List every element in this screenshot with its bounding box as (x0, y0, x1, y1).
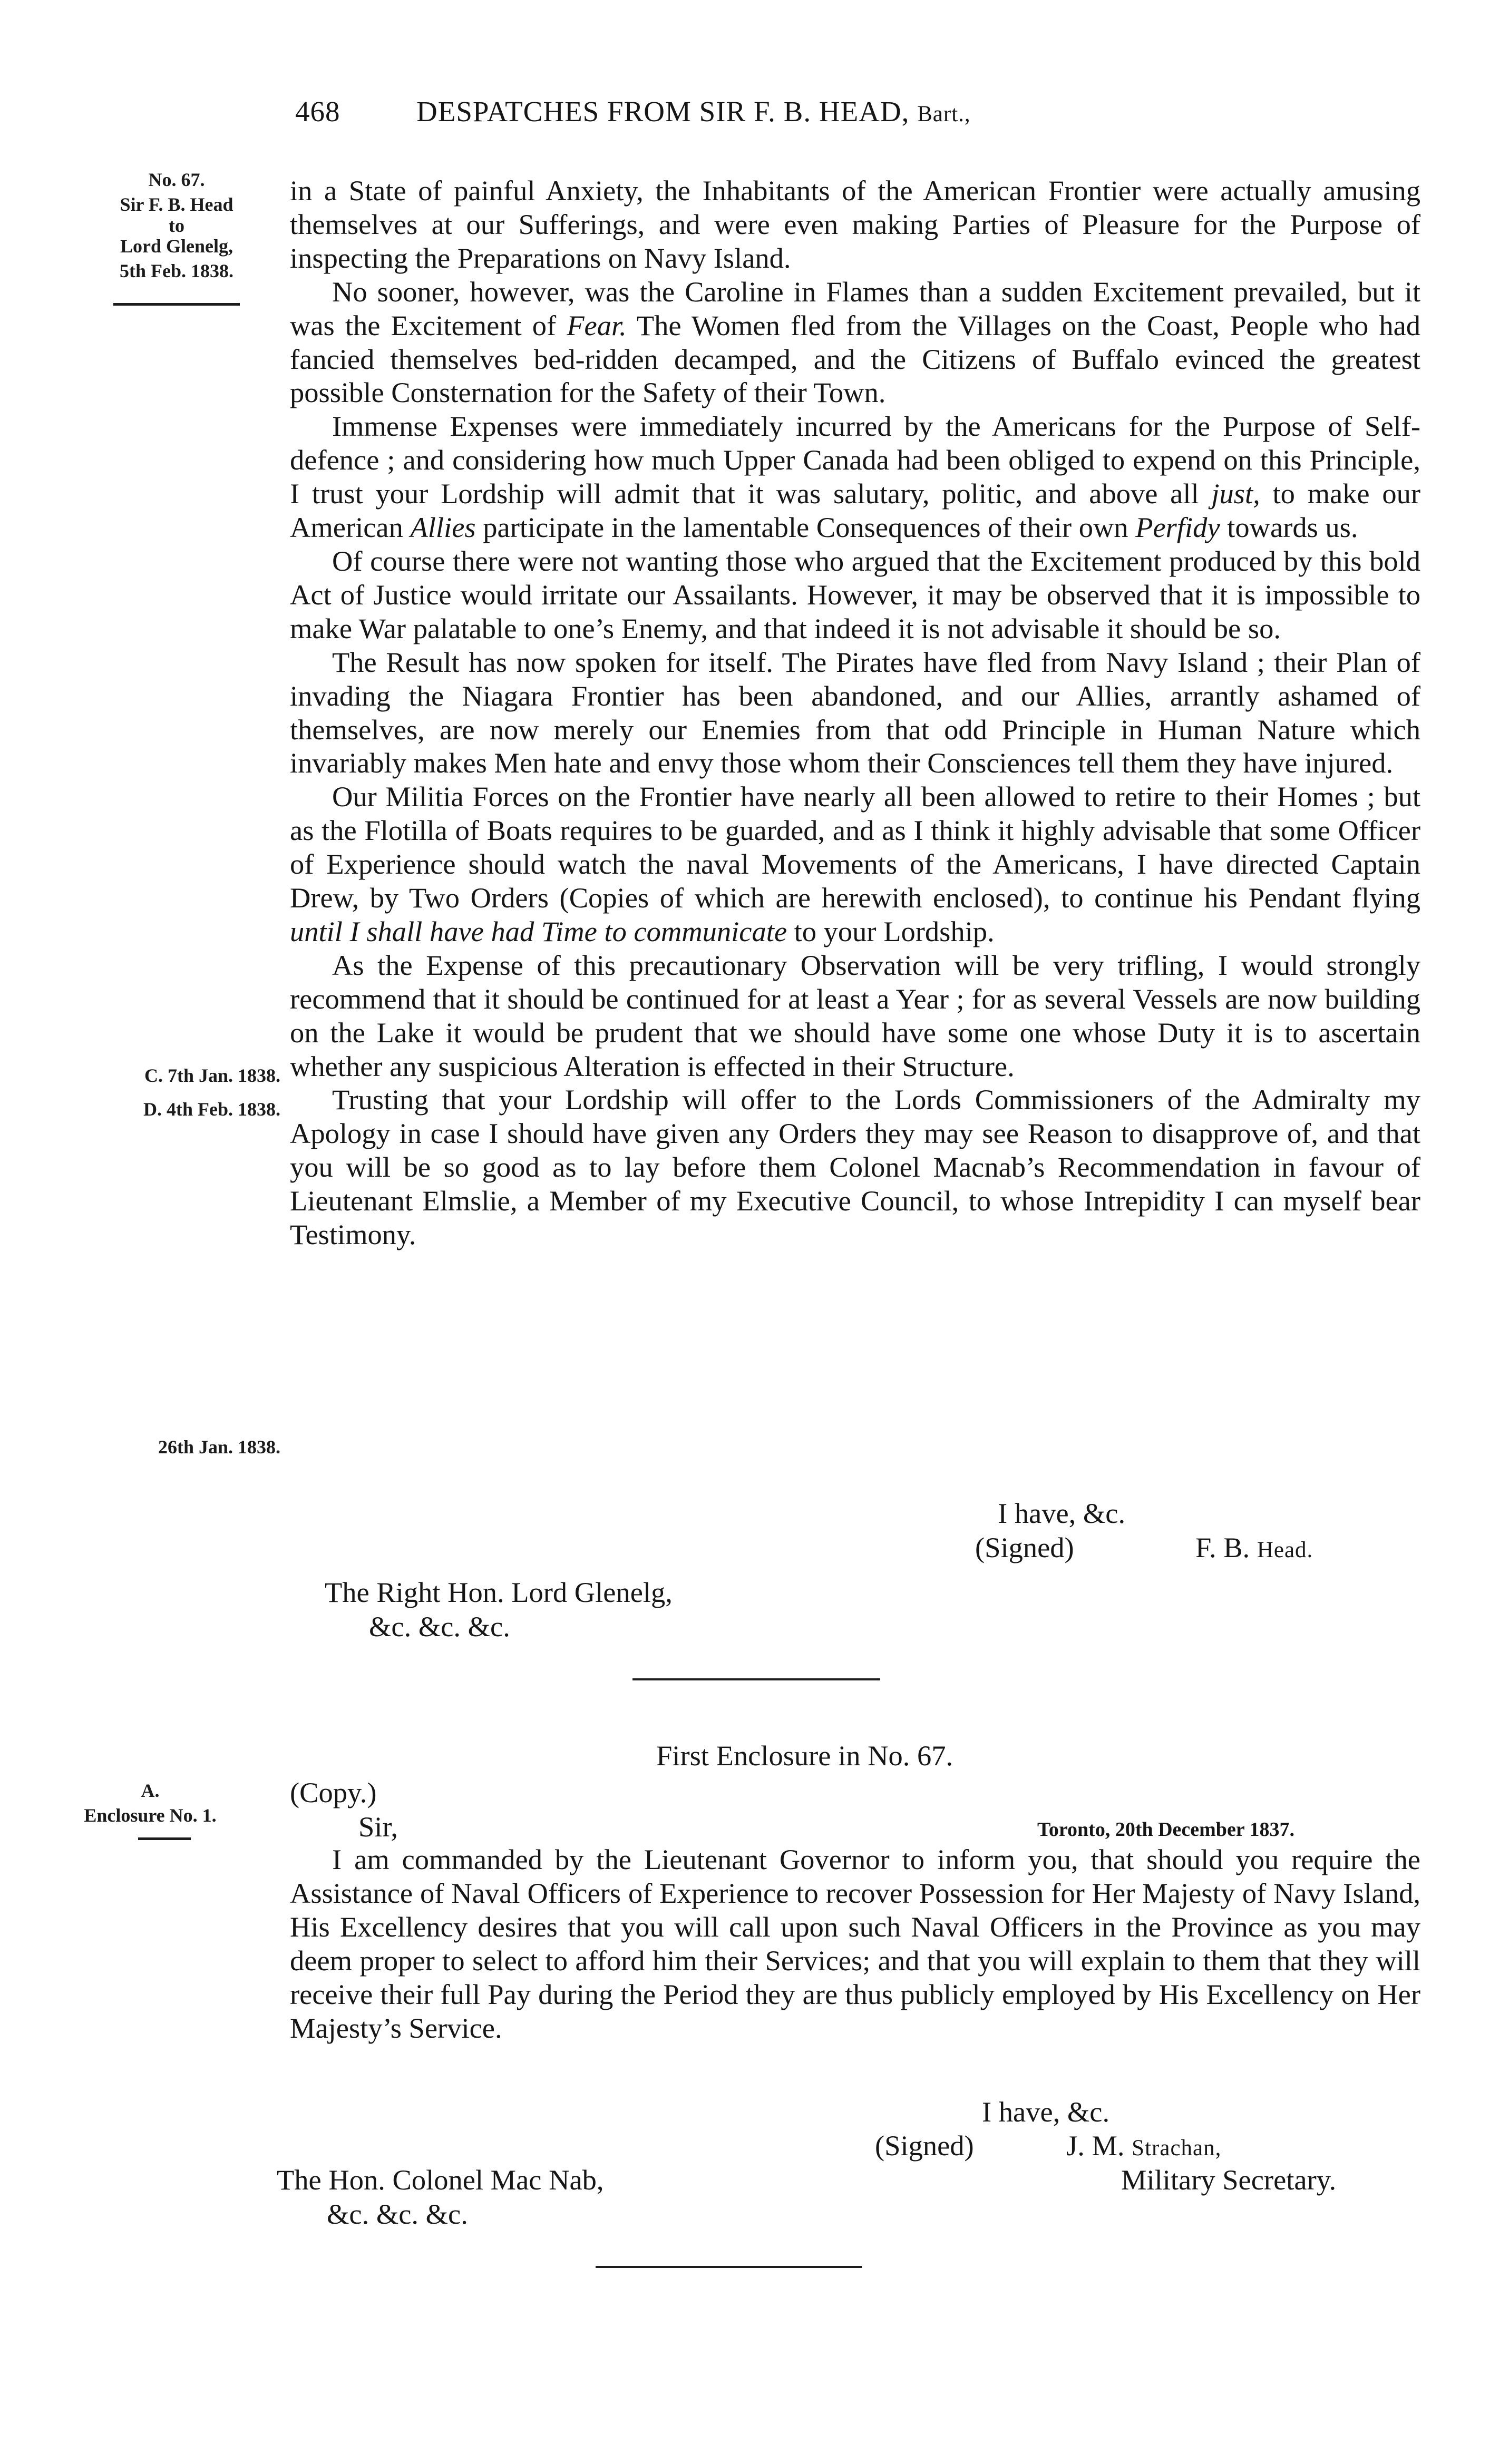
paragraph-text: towards us. (1220, 511, 1358, 544)
margin-enclosure-ref (32, 1778, 269, 1828)
paragraph-text: The Women fled from the Villages on the Coast, People who had fancied themselves bed-ridden decamped, and the Citizens of Buffalo evinced the greatest possible Consternation for the Safety of their Town. (290, 309, 1421, 409)
paragraph-text: participate in the lamentable Consequences of their own (475, 511, 1136, 544)
bottom-divider (596, 2266, 862, 2268)
despatch-paragraph (290, 409, 1420, 544)
paragraph-text: Trusting that your Lordship will offer to the Lords Commissioners of the Admiralty my Apology in case I should have given any Orders they may see Reason to disapprove of, and that you will be so good as to lay before them Colonel Macnab’s Recommendation in favour of Lieutenant Elmslie, a Member of my Executive Council, to whose Intrepidity I can myself bear Testimony. (290, 1083, 1420, 1251)
italic-text: until I shall have had Time to communicate (290, 915, 787, 947)
margin-enclosure-divider (138, 1837, 191, 1840)
header-title-suffix: Bart., (917, 102, 971, 126)
enclosure-body: I am commanded by the Lieutenant Governor to inform you, that should you require the Assistance of Naval Officers of Experience to recover Possession for Her Majesty of Navy Island, His Excellency desires that you will call upon such Naval Officers in the Province as you may deem proper to select to afford him their Services; and that you will explain to them that they will receive their full Pay during the Period they are thus publicly employed by His Excellency on Her Majesty’s Service. (290, 1843, 1420, 2044)
despatch-paragraph (290, 275, 1420, 410)
italic-text: Fear. (567, 309, 627, 341)
despatch-signed-label: (Signed) (975, 1531, 1074, 1563)
paragraph-text: Of course there were not wanting those who argued that the Excitement produced by this bold Act of Justice would irritate our Assailants. However, it may be observed that it is impossible to make War palatable to one’s Enemy, and that indeed it is not advisable it should be so. (290, 544, 1420, 644)
margin-line: 5th Feb. 1838. (120, 260, 233, 281)
enclosure-copy-label: (Copy.) (290, 1776, 377, 1808)
enclosure-place-date: Toronto, 20th December 1837. (1037, 1818, 1294, 1841)
signature-name: J. M. (1066, 2129, 1132, 2162)
paragraph-text: As the Expense of this precautionary Observation will be very trifling, I would strongly recommend that it should be continued for at least a Year ; for as several Vessels are now building on the Lake it would be prudent that we should have some one whose Duty it is to ascertain whether any suspicious Alteration is effected in their Structure. (290, 949, 1420, 1082)
paragraph-text: to your Lordship. (787, 915, 995, 947)
margin-line: No. 67. (148, 169, 205, 190)
enclosure-body-block (290, 1843, 1420, 2045)
despatch-paragraph (290, 949, 1420, 1083)
enclosure-closing: I have, &c. (982, 2096, 1110, 2128)
paragraph-text: No sooner, however, was the Caroline in Flames than a sudden Excitement prevailed, but it was the Excitement of (290, 275, 1420, 341)
enclosure-signature (1066, 2129, 1221, 2165)
despatch-signature (1195, 1531, 1313, 1567)
margin-note-jan26: 26th Jan. 1838. (158, 1436, 280, 1458)
italic-text: Perfidy (1135, 511, 1220, 544)
despatch-paragraph (290, 174, 1420, 275)
enclosure-addressee: The Hon. Colonel Mac Nab, (277, 2164, 604, 2196)
paragraph-text: in a State of painful Anxiety, the Inhabitants of the American Frontier were actually amusing themselves at our Sufferings, and were even making Parties of Pleasure for the Purpose of inspecting the Preparations on Navy Island. (290, 174, 1420, 274)
despatch-paragraph (290, 780, 1420, 949)
enclosure-salutation: Sir, (358, 1811, 398, 1843)
section-divider (632, 1678, 880, 1680)
despatch-paragraph (290, 646, 1420, 780)
paragraph-text: to make our American (290, 477, 1420, 544)
enclosure-addressee-etc: &c. &c. &c. (327, 2198, 468, 2230)
enclosure-heading: First Enclosure in No. 67. (656, 1739, 953, 1772)
margin-line: Lord Glenelg, (120, 236, 233, 257)
margin-line: to (169, 215, 184, 236)
margin-note-d: D. 4th Feb. 1838. (143, 1099, 280, 1120)
margin-despatch-ref (69, 168, 285, 283)
enclosure-signature-title: Military Secretary. (1121, 2164, 1337, 2196)
italic-text: just, (1211, 477, 1260, 510)
paragraph-text: The Result has now spoken for itself. The Pirates have fled from Navy Island ; their Plan of invading the Niagara Frontier has been abandoned, and our Allies, arrantly ashamed of themselves, are now merely our Enemies from that odd Principle in Human Nature which invariably makes Men hate and envy those whom their Consciences tell them they have injured. (290, 646, 1420, 779)
paragraph-text: Our Militia Forces on the Frontier have nearly all been allowed to retire to their Homes ; but as the Flotilla of Boats requires to be guarded, and as I think it highly advisable that some Officer of Experience should watch the naval Movements of the Americans, I have directed Captain Drew, by Two Orders (Copies of which are herewith enclosed), to continue his Pendant flying (290, 780, 1420, 914)
running-header (295, 94, 1402, 132)
despatch-body (290, 174, 1420, 1251)
margin-line: A. (141, 1780, 160, 1801)
despatch-paragraph (290, 1083, 1420, 1251)
despatch-addressee-etc: &c. &c. &c. (369, 1610, 510, 1642)
margin-line: Enclosure No. 1. (84, 1805, 217, 1826)
signature-surname: Head. (1257, 1538, 1313, 1562)
despatch-paragraph (290, 544, 1420, 646)
despatch-addressee: The Right Hon. Lord Glenelg, (325, 1576, 673, 1608)
enclosure-signed-label: (Signed) (875, 2129, 974, 2162)
signature-surname: Strachan, (1132, 2136, 1222, 2160)
despatch-closing: I have, &c. (998, 1497, 1126, 1529)
margin-line: Sir F. B. Head (120, 194, 233, 215)
header-title: DESPATCHES FROM SIR F. B. HEAD, (416, 95, 918, 128)
signature-name: F. B. (1195, 1531, 1257, 1563)
margin-note-c: C. 7th Jan. 1838. (144, 1065, 280, 1086)
paragraph-text: Immense Expenses were immediately incurred by the Americans for the Purpose of Self-defence ; and considering how much Upper Canada had been obliged to expend on this Principle, I trust your Lordship will admit that it was salutary, politic, and above all (290, 410, 1420, 510)
margin-divider (113, 303, 240, 306)
italic-text: Allies (410, 511, 476, 544)
page-number: 468 (295, 95, 340, 128)
